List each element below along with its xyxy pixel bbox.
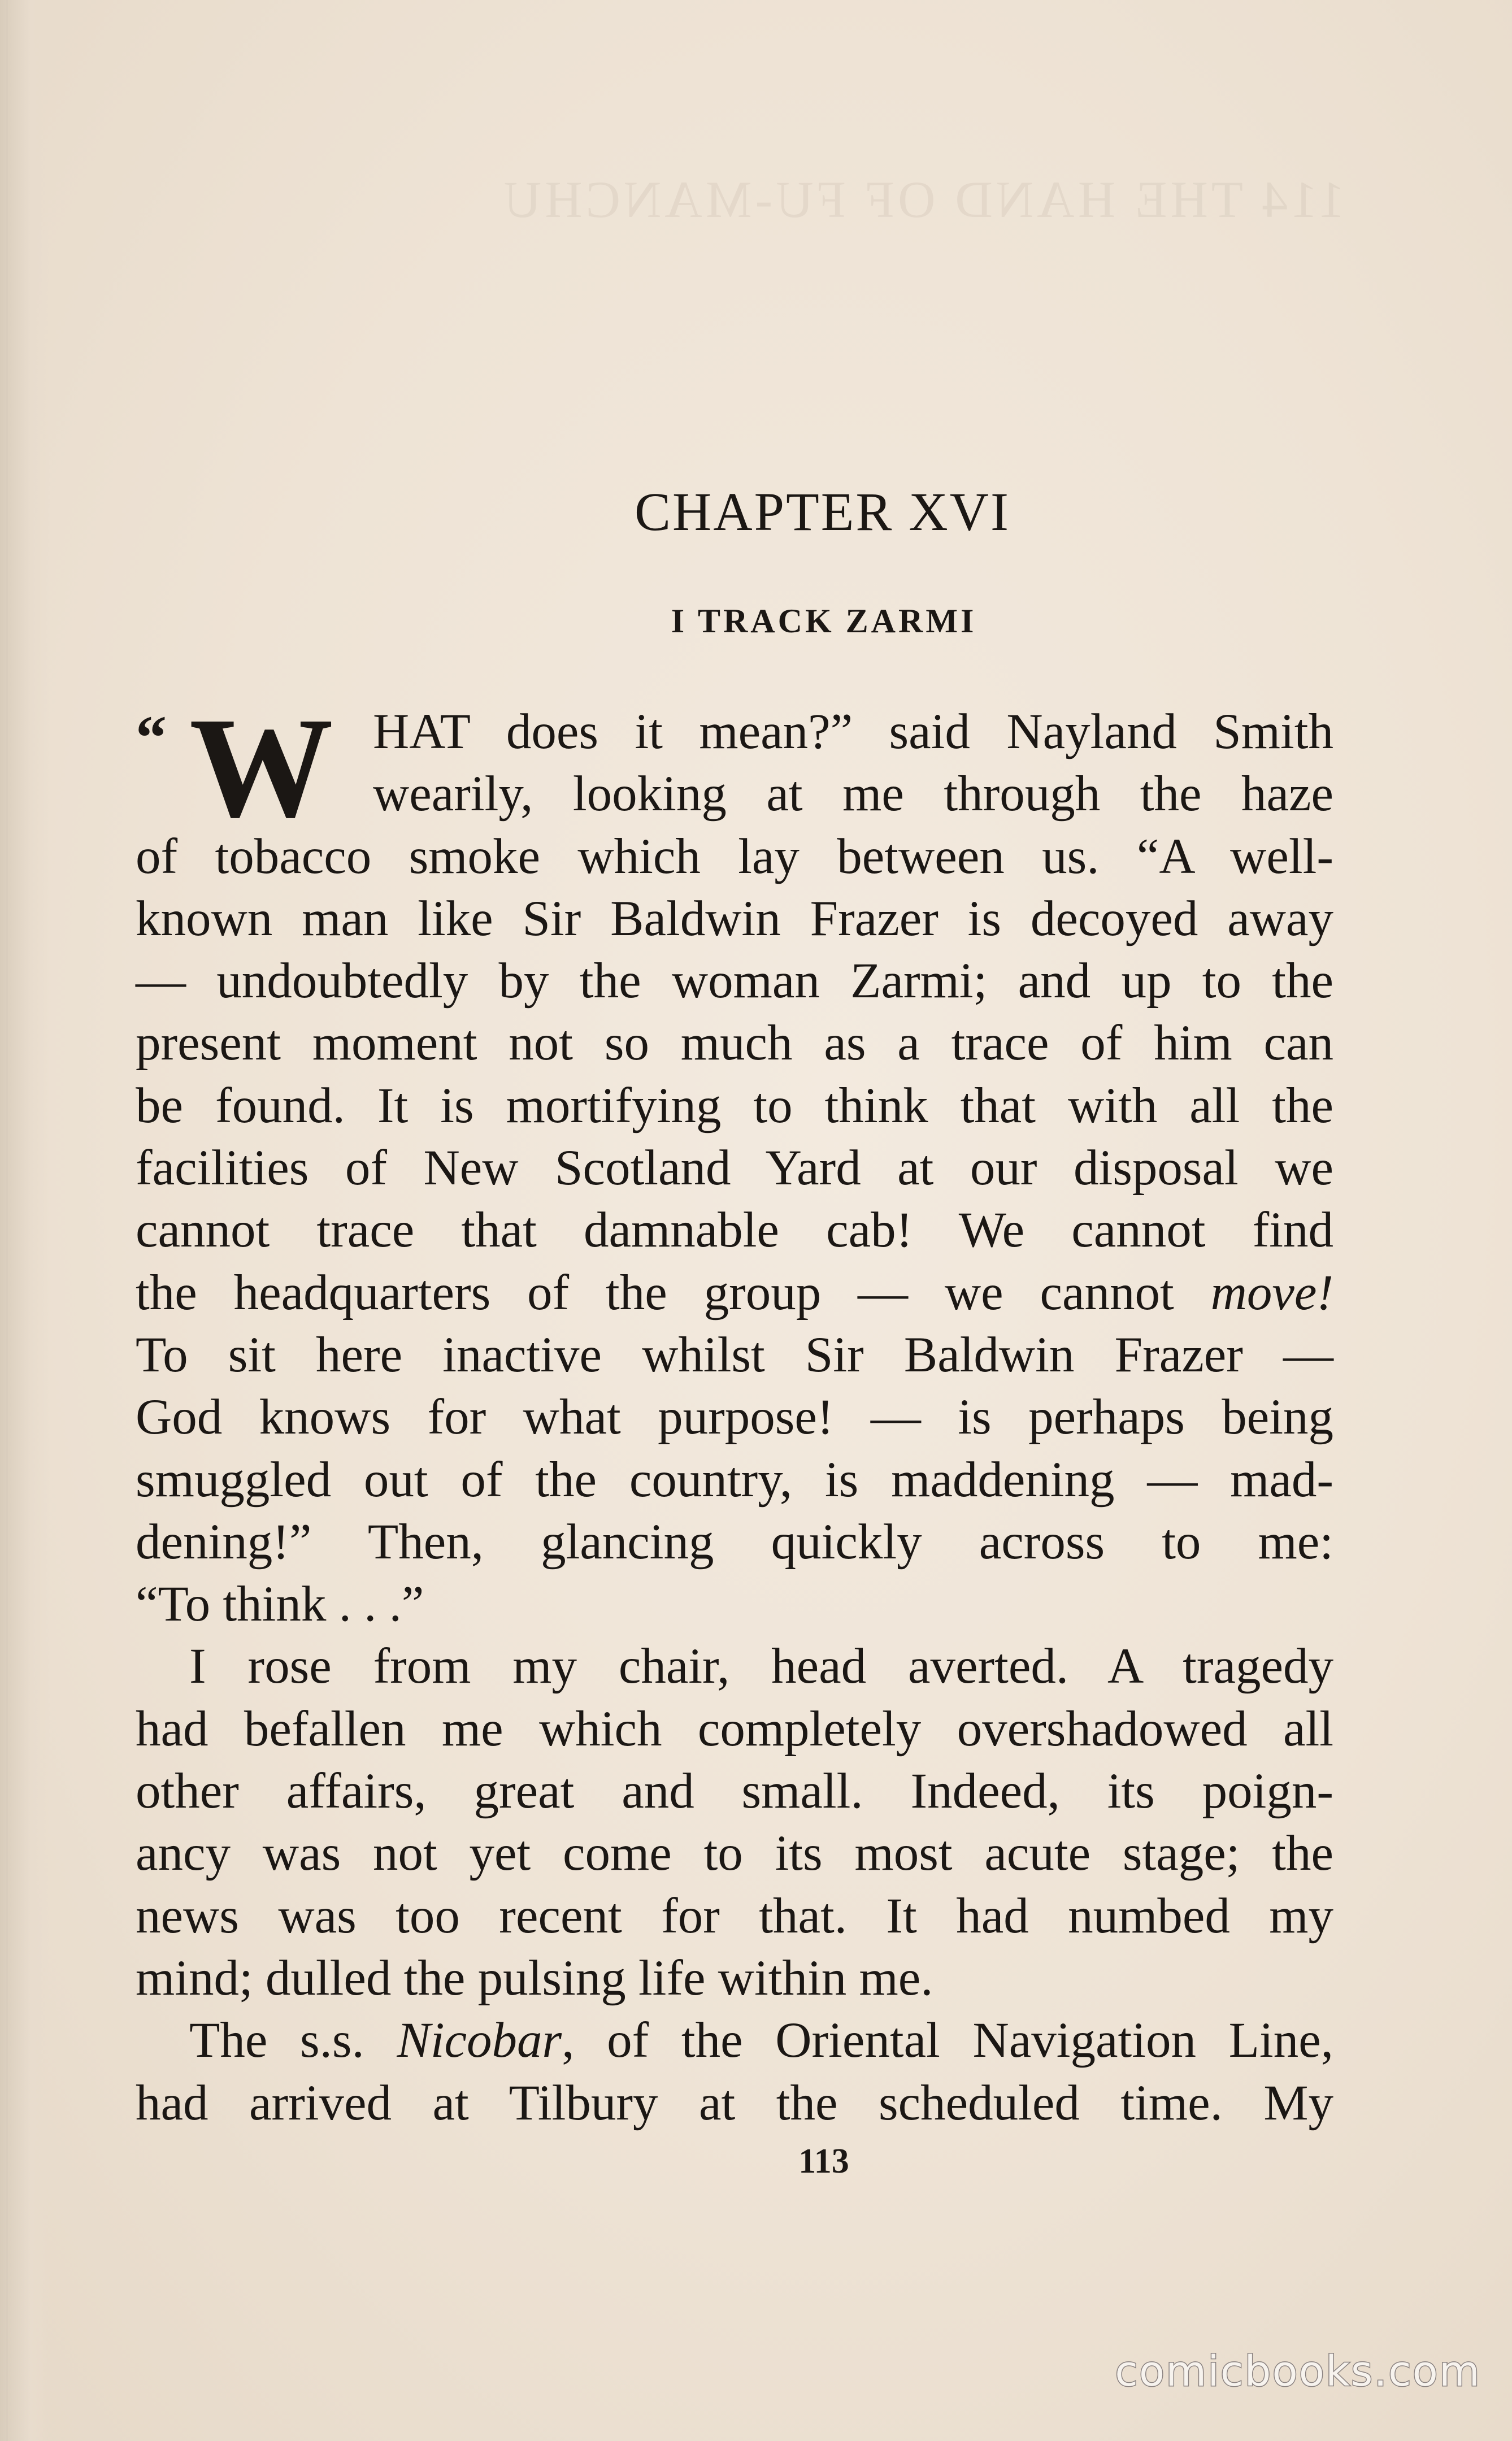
text-line: had arrived at Tilbury at the scheduled time. My: [136, 2075, 1333, 2131]
text-line: present moment not so much as a trace of him can: [136, 1015, 1333, 1071]
text-line: other affairs, great and small. Indeed, its poign-: [136, 1764, 1333, 1819]
opening-paragraph-start: [136, 688, 1333, 848]
text-segment: , of the Oriental Navigation Line,: [562, 2013, 1333, 2069]
italic-ship-name: Nicobar: [397, 2013, 562, 2069]
italic-word-move: move!: [1210, 1265, 1333, 1321]
text-line: “To think . . .”: [136, 1576, 424, 1632]
text-line: God knows for what purpose! — is perhaps being: [136, 1389, 1333, 1445]
text-line: facilities of New Scotland Yard at our disposal we: [136, 1140, 1333, 1196]
text-line: known man like Sir Baldwin Frazer is decoyed away: [136, 891, 1333, 946]
text-line: news was too recent for that. It had numbed my: [136, 1888, 1333, 1944]
text-line: had befallen me which completely overshadowed all: [136, 1701, 1333, 1757]
text-line: — undoubtedly by the woman Zarmi; and up to the: [136, 953, 1333, 1009]
text-line: dening!” Then, glancing quickly across to me:: [136, 1514, 1333, 1570]
text-line: ancy was not yet come to its most acute stage; the: [136, 1826, 1333, 1882]
text-line: of tobacco smoke which lay between us. “A well-: [136, 828, 1333, 884]
text-line: wearily, looking at me through the haze: [373, 766, 1333, 822]
text-line: HAT does it mean?” said Nayland Smith: [373, 704, 1333, 759]
text-line: mind; dulled the pulsing life within me.: [136, 1950, 933, 2006]
page-number: 113: [798, 2142, 849, 2181]
paragraph-first-line-with-italic: [136, 2009, 1333, 2071]
text-line: cannot trace that damnable cab! We cannot find: [136, 1202, 1333, 1258]
text-segment: the headquarters of the group — we cannot: [136, 1265, 1211, 1321]
text-line: To sit here inactive whilst Sir Baldwin Frazer —: [136, 1327, 1333, 1383]
page-edge: [6, 0, 8, 2441]
chapter-title: CHAPTER XVI: [634, 481, 1010, 542]
text-line: be found. It is mortifying to think that with all the: [136, 1078, 1333, 1133]
text-line-with-italic: [136, 1262, 1333, 1324]
chapter-subtitle: I TRACK ZARMI: [671, 602, 977, 640]
body-text: [136, 688, 1333, 2134]
text-line: smuggled out of the country, is maddening — mad-: [136, 1452, 1333, 1508]
opening-quote-mark: “: [136, 703, 167, 772]
bleed-through-header: 114 THE HAND OF FU-MANCHU: [500, 171, 1345, 228]
drop-cap: W: [189, 688, 333, 848]
paragraph-first-line: I rose from my chair, head averted. A tragedy: [189, 1639, 1333, 1695]
text-segment: The s.s.: [189, 2013, 397, 2069]
watermark: comicbooks.com: [1115, 2347, 1481, 2396]
